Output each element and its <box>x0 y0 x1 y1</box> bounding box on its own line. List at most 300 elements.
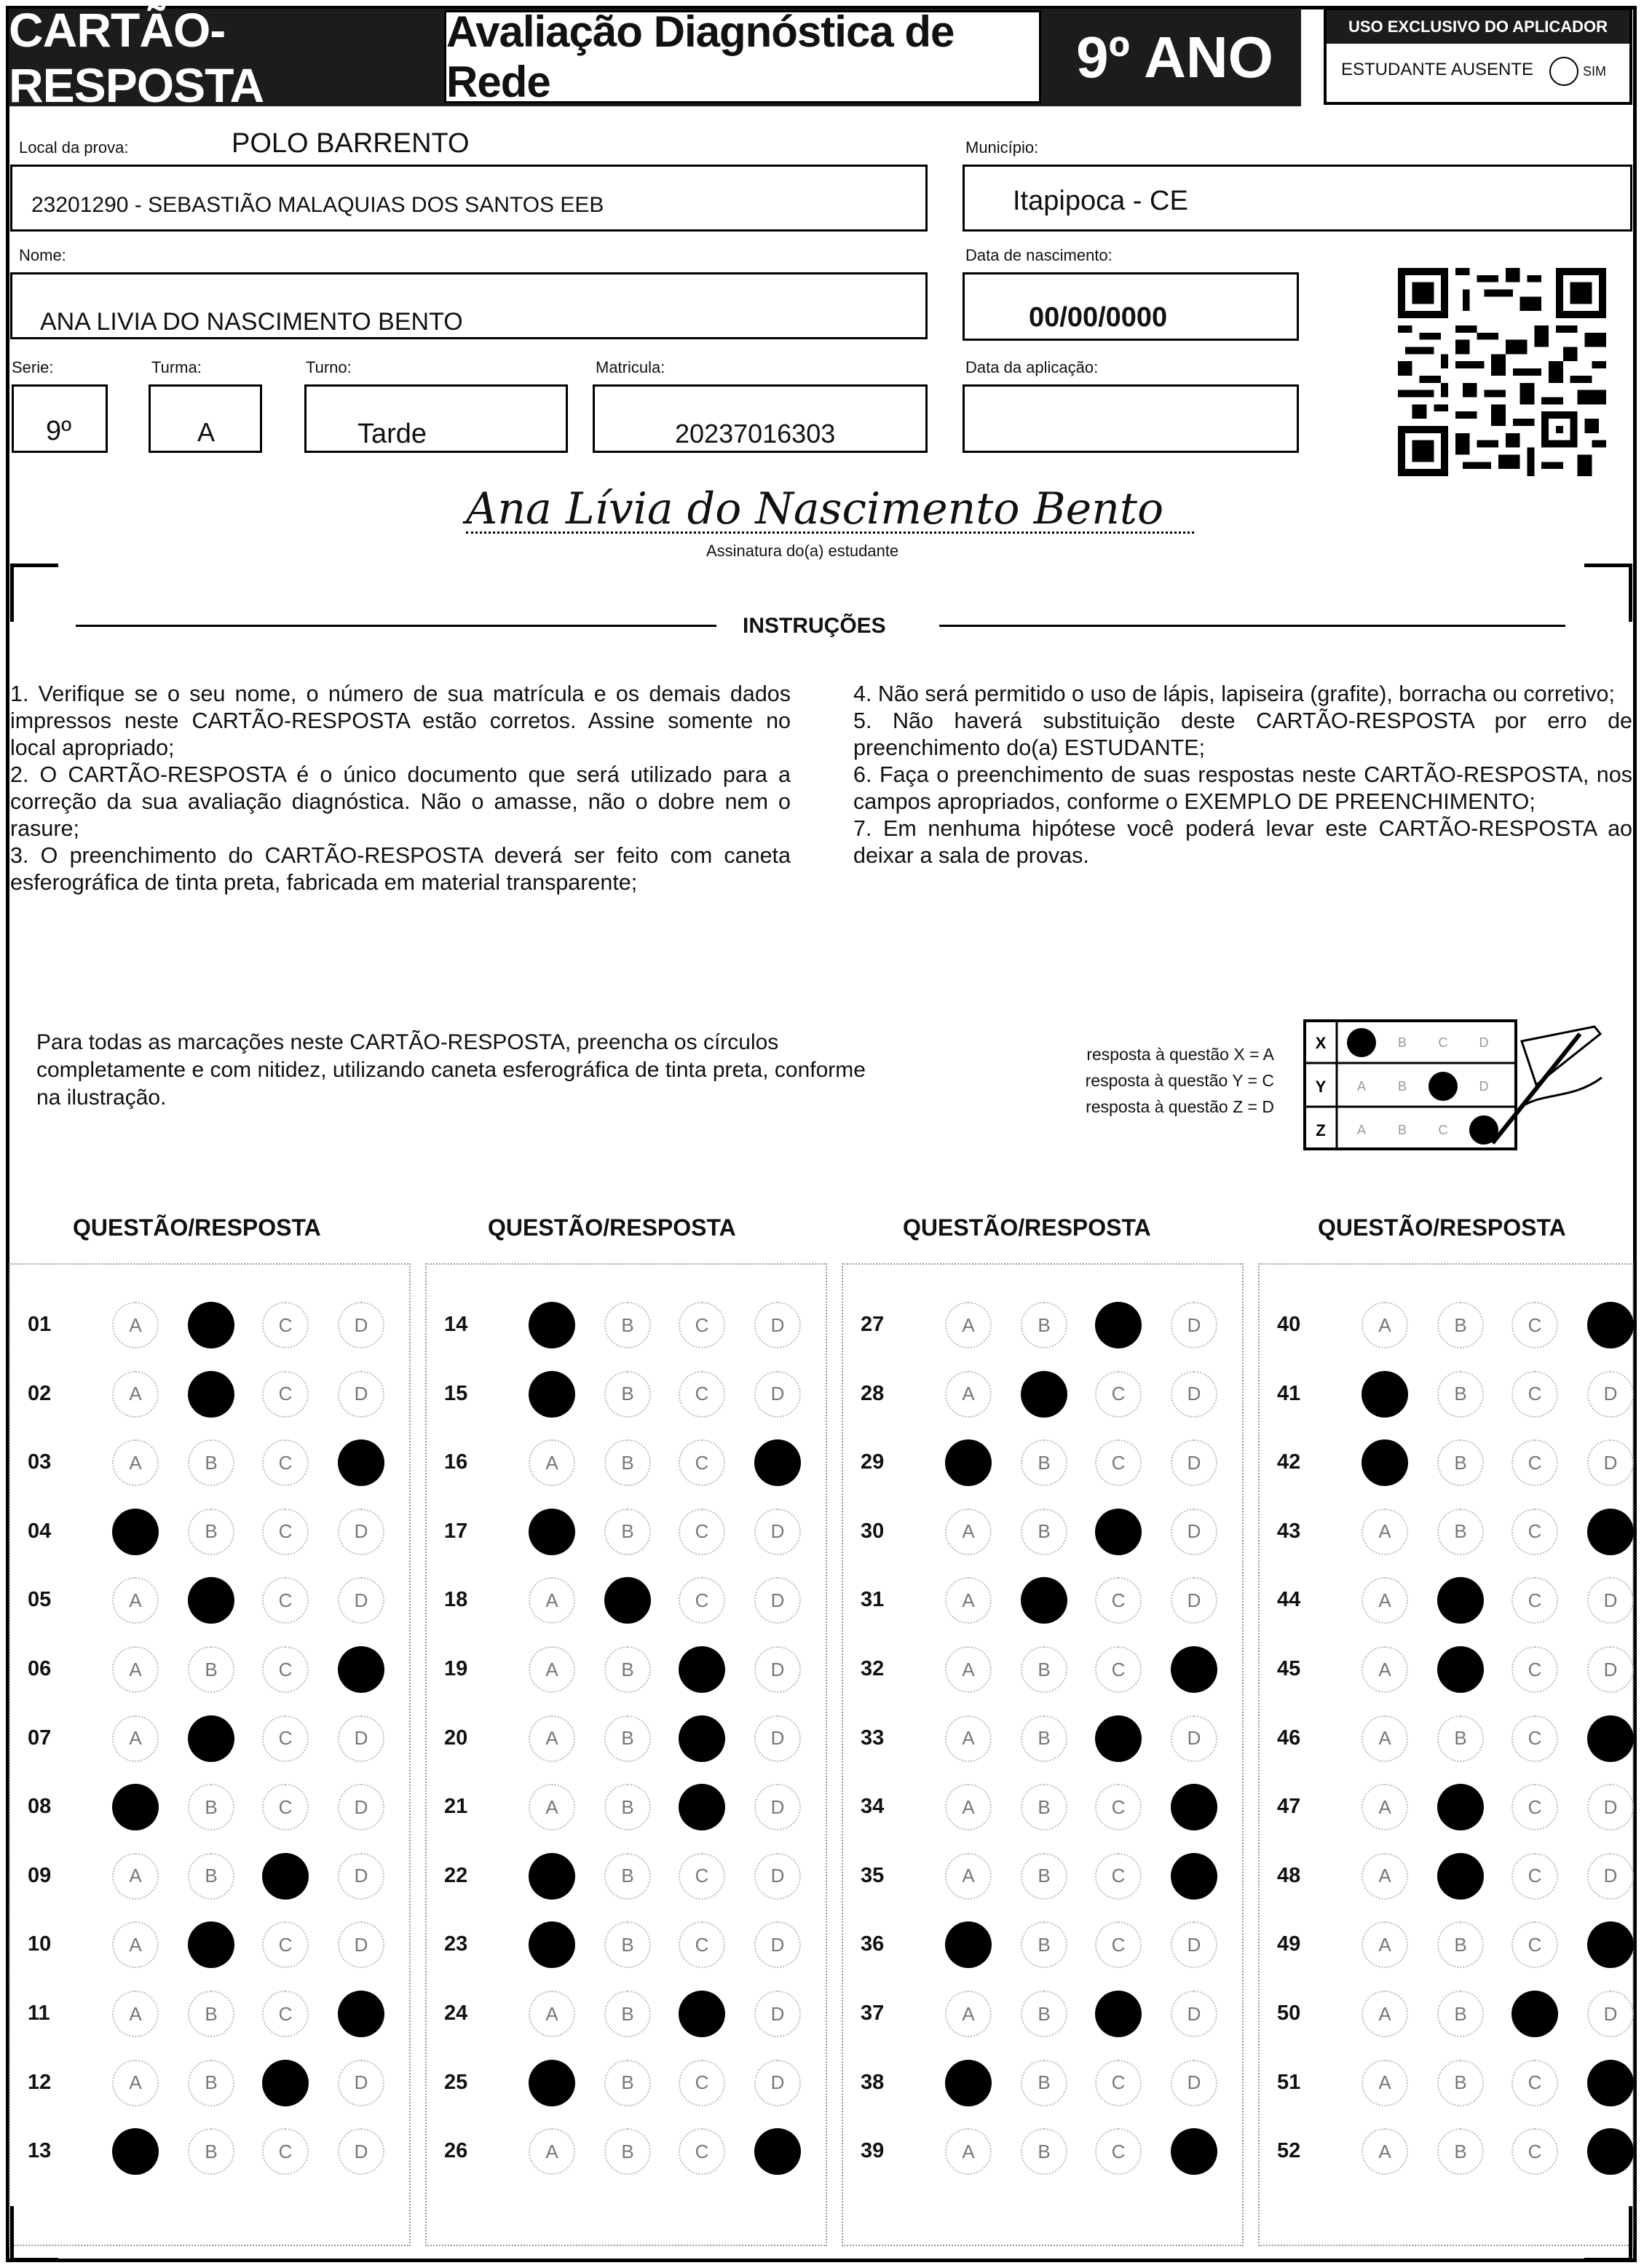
answer-bubble-filled[interactable] <box>1171 1646 1217 1693</box>
answer-bubble[interactable]: C <box>262 1509 309 1555</box>
answer-bubble-filled[interactable] <box>262 1853 309 1900</box>
aplicacao-field <box>963 384 1299 453</box>
answer-bubble[interactable]: B <box>188 1853 234 1900</box>
example-option-label: C <box>1438 1035 1448 1050</box>
answer-bubble[interactable]: C <box>1095 2128 1142 2175</box>
answer-bubble-filled[interactable] <box>679 1991 725 2037</box>
grade-label: 9º ANO <box>1076 25 1273 90</box>
answer-bubble[interactable]: A <box>1362 1577 1408 1624</box>
answer-bubble[interactable]: B <box>1021 1784 1067 1830</box>
answer-bubble[interactable]: D <box>1171 1991 1217 2037</box>
answer-bubble-filled[interactable] <box>188 1371 234 1418</box>
answer-bubble[interactable]: D <box>754 1302 801 1348</box>
answer-bubble[interactable]: C <box>1511 1439 1558 1486</box>
answer-bubble[interactable]: C <box>1511 1853 1558 1900</box>
question-number: 13 <box>28 2139 52 2163</box>
answer-row <box>1271 2130 1644 2173</box>
example-row-x-label: X <box>1315 1034 1327 1052</box>
applicator-box-title: USO EXCLUSIVO DO APLICADOR <box>1327 10 1629 44</box>
answer-bubble[interactable]: C <box>1511 1371 1558 1418</box>
answer-row <box>438 1510 817 1554</box>
answer-bubble[interactable]: C <box>1095 1921 1142 1968</box>
answer-bubble[interactable]: A <box>112 1715 159 1762</box>
matricula-value: 20237016303 <box>675 419 836 449</box>
answer-bubble[interactable]: A <box>112 1302 159 1348</box>
answer-bubble[interactable]: C <box>1511 2128 1558 2175</box>
example-line-x: resposta à questão X = A <box>1086 1045 1274 1064</box>
answer-bubble-filled[interactable] <box>1095 1509 1142 1555</box>
answer-bubble-filled[interactable] <box>754 2128 801 2175</box>
answer-bubble[interactable]: A <box>1362 1991 1408 2037</box>
answer-bubble-filled[interactable] <box>1437 1646 1484 1693</box>
answer-row <box>1271 1578 1644 1622</box>
example-option-label: B <box>1397 1123 1407 1137</box>
answer-bubble-filled[interactable] <box>1587 1921 1634 1968</box>
answer-bubble[interactable]: D <box>754 1577 801 1624</box>
answer-bubble-filled[interactable] <box>1021 1577 1067 1624</box>
answer-bubble[interactable]: C <box>1095 1853 1142 1900</box>
question-number: 50 <box>1277 2002 1301 2025</box>
answer-bubble[interactable]: A <box>1362 1715 1408 1762</box>
answer-row <box>22 1717 400 1761</box>
answer-bubble-filled[interactable] <box>112 1784 159 1830</box>
answer-bubble-filled[interactable] <box>188 1302 234 1348</box>
answer-bubble-filled[interactable] <box>1587 1302 1634 1348</box>
answer-bubble[interactable]: D <box>754 1646 801 1693</box>
example-line-z: resposta à questão Z = D <box>1086 1097 1274 1116</box>
answer-bubble[interactable]: B <box>1021 1302 1067 1348</box>
answer-bubble[interactable]: B <box>1437 2128 1484 2175</box>
answer-bubble[interactable]: B <box>604 1715 651 1762</box>
question-number: 36 <box>861 1932 885 1956</box>
answer-bubble[interactable]: C <box>262 1439 309 1486</box>
answer-bubble[interactable]: C <box>262 1715 309 1762</box>
instruction-5: 5. Não haverá substituição deste CARTÃO-RESPOSTA por erro de preenchimento do(a) ESTUDANTE; <box>853 708 1632 760</box>
answer-row <box>22 1510 400 1554</box>
answer-bubble[interactable]: A <box>529 1784 575 1830</box>
answer-bubble[interactable]: A <box>1362 2060 1408 2106</box>
answer-bubble[interactable]: D <box>1587 1646 1634 1693</box>
answer-bubble[interactable]: B <box>604 1302 651 1348</box>
answer-bubble-filled[interactable] <box>604 1577 651 1624</box>
question-number: 04 <box>28 1519 52 1543</box>
answer-bubble[interactable]: C <box>679 1371 725 1418</box>
question-number: 10 <box>28 1932 52 1956</box>
turno-value: Tarde <box>357 419 427 449</box>
answer-bubble[interactable]: C <box>262 2128 309 2175</box>
answer-bubble[interactable]: B <box>1437 1371 1484 1418</box>
answer-row <box>855 1441 1233 1485</box>
answer-bubble[interactable]: C <box>679 1921 725 1968</box>
answer-bubble[interactable]: B <box>1021 1439 1067 1486</box>
fill-instructions: Para todas as marcações neste CARTÃO-RESPOSTA, preencha os círculos completamente e com nitidez, utilizando caneta esferográfica de tinta preta, conforme na ilustração. <box>36 1030 866 1110</box>
answer-bubble[interactable]: D <box>1587 1991 1634 2037</box>
answer-bubble-filled[interactable] <box>112 1509 159 1555</box>
card-subtitle: Avaliação Diagnóstica de Rede <box>444 10 1041 103</box>
answer-bubble-filled[interactable] <box>1095 1991 1142 2037</box>
answer-bubble-filled[interactable] <box>945 2060 992 2106</box>
answer-bubble-filled[interactable] <box>338 1991 384 2037</box>
answer-bubble[interactable]: D <box>1587 1577 1634 1624</box>
answer-bubble[interactable]: C <box>679 1577 725 1624</box>
question-number: 07 <box>28 1726 52 1750</box>
answer-bubble[interactable]: D <box>754 1509 801 1555</box>
answer-bubble[interactable]: C <box>262 1302 309 1348</box>
answer-bubble[interactable]: A <box>112 1646 159 1693</box>
answer-bubble[interactable]: B <box>1437 1439 1484 1486</box>
answer-bubble[interactable]: B <box>604 1921 651 1968</box>
question-number: 11 <box>28 2002 50 2025</box>
answer-bubble[interactable]: C <box>679 2060 725 2106</box>
answer-bubble[interactable]: C <box>1095 1646 1142 1693</box>
answer-bubble[interactable]: D <box>1171 1509 1217 1555</box>
answer-bubble-filled[interactable] <box>1171 2128 1217 2175</box>
answer-bubble[interactable]: D <box>754 1991 801 2037</box>
answer-bubble[interactable]: A <box>1362 1302 1408 1348</box>
answer-bubble-filled[interactable] <box>529 1921 575 1968</box>
example-option-label: D <box>1479 1079 1489 1094</box>
answer-row <box>855 1303 1233 1347</box>
answer-bubble[interactable]: A <box>529 1439 575 1486</box>
answer-bubble-filled[interactable] <box>945 1921 992 1968</box>
answer-bubble[interactable]: C <box>679 1302 725 1348</box>
answer-bubble[interactable]: B <box>604 1509 651 1555</box>
answer-bubble-filled[interactable] <box>754 1439 801 1486</box>
qr-code-icon <box>1398 256 1606 488</box>
answer-bubble[interactable]: C <box>262 1646 309 1693</box>
answer-bubble[interactable]: B <box>1021 1991 1067 2037</box>
answer-bubble-filled[interactable] <box>188 1577 234 1624</box>
answer-bubble[interactable]: A <box>945 2128 992 2175</box>
question-number: 30 <box>861 1519 885 1543</box>
answer-bubble[interactable]: B <box>604 2128 651 2175</box>
answer-bubble[interactable]: C <box>1095 1371 1142 1418</box>
answer-bubble[interactable]: A <box>945 1302 992 1348</box>
answer-bubble-filled[interactable] <box>679 1646 725 1693</box>
question-number: 03 <box>28 1450 52 1474</box>
answer-bubble[interactable]: B <box>604 1991 651 2037</box>
answer-bubble[interactable]: D <box>338 1784 384 1830</box>
answer-bubble[interactable]: C <box>1095 1439 1142 1486</box>
question-number: 16 <box>444 1450 468 1474</box>
answer-bubble[interactable]: A <box>112 1921 159 1968</box>
fill-example-illustration <box>1303 1019 1609 1165</box>
answer-bubble-filled[interactable] <box>262 2060 309 2106</box>
answer-bubble[interactable]: C <box>1511 2060 1558 2106</box>
answer-bubble[interactable]: C <box>262 1577 309 1624</box>
question-number: 46 <box>1277 1726 1301 1750</box>
answer-bubble[interactable]: D <box>1171 1302 1217 1348</box>
answer-bubble[interactable]: A <box>945 1371 992 1418</box>
answer-bubble[interactable]: B <box>604 1646 651 1693</box>
question-number: 18 <box>444 1588 468 1612</box>
question-number: 31 <box>861 1588 885 1612</box>
answer-bubble[interactable]: B <box>188 1646 234 1693</box>
answer-bubble[interactable]: C <box>679 1853 725 1900</box>
answer-bubble[interactable]: B <box>188 1991 234 2037</box>
answer-bubble-filled[interactable] <box>1511 1991 1558 2037</box>
question-number: 42 <box>1277 1450 1301 1474</box>
answer-bubble-filled[interactable] <box>679 1715 725 1762</box>
question-number: 40 <box>1277 1313 1301 1336</box>
answer-bubble[interactable]: A <box>1362 1509 1408 1555</box>
answer-bubble-filled[interactable] <box>1437 1784 1484 1830</box>
answer-row <box>22 1441 400 1485</box>
answer-bubble-filled[interactable] <box>529 1509 575 1555</box>
answer-bubble[interactable]: B <box>1437 1715 1484 1762</box>
answer-row <box>1271 1717 1644 1761</box>
answer-bubble[interactable]: C <box>1095 2060 1142 2106</box>
question-number: 23 <box>444 1932 468 1956</box>
answer-bubble[interactable]: D <box>338 2128 384 2175</box>
answer-bubble[interactable]: B <box>604 1439 651 1486</box>
answer-bubble[interactable]: C <box>679 1509 725 1555</box>
answer-bubble[interactable]: A <box>529 1715 575 1762</box>
answer-bubble[interactable]: A <box>529 1991 575 2037</box>
answer-bubble[interactable]: C <box>1511 1509 1558 1555</box>
answer-bubble[interactable]: C <box>1095 1577 1142 1624</box>
answer-bubble-filled[interactable] <box>1587 1715 1634 1762</box>
answer-bubble-filled[interactable] <box>1437 1577 1484 1624</box>
answer-bubble[interactable]: D <box>338 1371 384 1418</box>
answer-row <box>1271 1854 1644 1898</box>
answer-bubble[interactable]: C <box>1511 1577 1558 1624</box>
answer-bubble[interactable]: B <box>1437 1302 1484 1348</box>
answer-bubble[interactable]: B <box>1437 2060 1484 2106</box>
answer-bubble[interactable]: D <box>1171 1371 1217 1418</box>
example-legend <box>1034 1041 1274 1120</box>
answer-bubble[interactable]: A <box>1362 1646 1408 1693</box>
answer-bubble[interactable]: A <box>1362 2128 1408 2175</box>
answer-bubble[interactable]: C <box>1511 1784 1558 1830</box>
answer-bubble[interactable]: B <box>188 1439 234 1486</box>
answer-bubble[interactable]: B <box>1021 2128 1067 2175</box>
example-option-label: B <box>1397 1079 1407 1094</box>
answer-bubble[interactable]: D <box>1171 1439 1217 1486</box>
question-number: 08 <box>28 1795 52 1819</box>
answer-bubble[interactable]: D <box>338 1853 384 1900</box>
answer-bubble-filled[interactable] <box>338 1646 384 1693</box>
answer-bubble[interactable]: B <box>1021 1921 1067 1968</box>
question-number: 32 <box>861 1657 885 1680</box>
answer-bubble[interactable]: A <box>112 1991 159 2037</box>
answer-bubble[interactable]: A <box>112 1577 159 1624</box>
answer-bubble[interactable]: A <box>529 1646 575 1693</box>
answer-bubble[interactable]: C <box>1511 1302 1558 1348</box>
answer-row <box>855 1648 1233 1691</box>
answer-bubble[interactable]: D <box>338 1921 384 1968</box>
answer-bubble[interactable]: A <box>112 1853 159 1900</box>
answer-row <box>855 1372 1233 1416</box>
answer-bubble-filled[interactable] <box>1171 1853 1217 1900</box>
answer-bubble[interactable]: D <box>1171 1577 1217 1624</box>
answer-bubble-filled[interactable] <box>1437 1853 1484 1900</box>
example-option-label: C <box>1438 1123 1448 1137</box>
answer-bubble[interactable]: B <box>1437 1509 1484 1555</box>
signature-line <box>466 532 1194 534</box>
column-title-2: QUESTÃO/RESPOSTA <box>488 1214 736 1241</box>
answer-bubble[interactable]: A <box>945 1715 992 1762</box>
answer-bubble-filled[interactable] <box>188 1715 234 1762</box>
answer-bubble-filled[interactable] <box>1587 1509 1634 1555</box>
answer-bubble-filled[interactable] <box>1587 2060 1634 2106</box>
answer-bubble-filled[interactable] <box>1021 1371 1067 1418</box>
answer-bubble[interactable]: C <box>1511 1646 1558 1693</box>
answer-bubble[interactable]: B <box>188 2060 234 2106</box>
answer-bubble[interactable]: A <box>1362 1921 1408 1968</box>
answer-row <box>1271 1992 1644 2036</box>
answer-bubble[interactable]: D <box>754 1784 801 1830</box>
serie-label: Serie: <box>12 358 54 376</box>
answer-bubble[interactable]: B <box>604 1853 651 1900</box>
answer-bubble[interactable]: D <box>1171 1921 1217 1968</box>
answer-bubble[interactable]: D <box>338 1509 384 1555</box>
answer-bubble[interactable]: A <box>112 1371 159 1418</box>
question-number: 37 <box>861 2002 885 2025</box>
answer-bubble[interactable]: B <box>1021 1646 1067 1693</box>
answer-bubble-filled[interactable] <box>529 1371 575 1418</box>
matricula-label: Matricula: <box>596 358 665 376</box>
turma-label: Turma: <box>151 358 202 376</box>
answer-bubble[interactable]: A <box>945 1991 992 2037</box>
answer-bubble[interactable]: D <box>1171 1715 1217 1762</box>
answer-bubble[interactable]: C <box>679 1439 725 1486</box>
answer-bubble-filled[interactable] <box>529 2060 575 2106</box>
answer-bubble[interactable]: B <box>188 2128 234 2175</box>
answer-bubble[interactable]: A <box>529 1577 575 1624</box>
answer-bubble[interactable]: D <box>754 2060 801 2106</box>
answer-row <box>855 1510 1233 1554</box>
answer-bubble[interactable]: A <box>1362 1853 1408 1900</box>
question-number: 29 <box>861 1450 885 1474</box>
answer-bubble[interactable]: C <box>262 1371 309 1418</box>
answer-bubble[interactable]: D <box>754 1371 801 1418</box>
answer-row <box>855 2130 1233 2173</box>
instructions-rule-right <box>939 625 1565 627</box>
answer-bubble[interactable]: D <box>338 2060 384 2106</box>
instruction-1: 1. Verifique se o seu nome, o número de sua matrícula e os demais dados impressos neste CARTÃO-RESPOSTA estão corretos. Assine somente no local apropriado; <box>10 681 791 760</box>
answer-bubble[interactable]: D <box>1171 2060 1217 2106</box>
answer-bubble-filled[interactable] <box>1587 2128 1634 2175</box>
municipio-field <box>963 165 1632 232</box>
answer-bubble[interactable]: B <box>1021 2060 1067 2106</box>
answer-bubble[interactable]: A <box>945 1853 992 1900</box>
answer-bubble-filled[interactable] <box>188 1921 234 1968</box>
answer-bubble[interactable]: B <box>604 1784 651 1830</box>
answer-row <box>22 1923 400 1967</box>
answer-bubble-filled[interactable] <box>112 2128 159 2175</box>
answer-bubble[interactable]: A <box>945 1577 992 1624</box>
question-number: 41 <box>1277 1381 1301 1405</box>
answer-bubble[interactable]: C <box>262 1784 309 1830</box>
applicator-box <box>1324 7 1632 105</box>
answer-bubble[interactable]: B <box>604 2060 651 2106</box>
answer-bubble[interactable]: B <box>188 1509 234 1555</box>
answer-bubble[interactable]: B <box>1437 1991 1484 2037</box>
answer-bubble[interactable]: B <box>1437 1921 1484 1968</box>
answer-bubble[interactable]: A <box>1362 1784 1408 1830</box>
answer-bubble[interactable]: B <box>1021 1509 1067 1555</box>
bracket-top-left <box>10 564 58 622</box>
answer-bubble[interactable]: B <box>1021 1715 1067 1762</box>
answer-row <box>438 1785 817 1829</box>
answer-bubble[interactable]: D <box>338 1715 384 1762</box>
answer-row <box>1271 1303 1644 1347</box>
answer-bubble-filled[interactable] <box>1095 1715 1142 1762</box>
answer-bubble[interactable]: D <box>1587 1439 1634 1486</box>
answer-row <box>1271 1785 1644 1829</box>
answer-bubble[interactable]: B <box>188 1784 234 1830</box>
bracket-top-right <box>1584 564 1632 622</box>
answer-bubble[interactable]: A <box>945 1646 992 1693</box>
instructions-rule-left <box>76 625 716 627</box>
answer-bubble[interactable]: D <box>754 1921 801 1968</box>
answer-bubble[interactable]: D <box>754 1853 801 1900</box>
answer-bubble[interactable]: A <box>529 2128 575 2175</box>
answer-bubble-filled[interactable] <box>945 1439 992 1486</box>
serie-value: 9º <box>46 416 72 446</box>
nascimento-label: Data de nascimento: <box>965 246 1113 264</box>
nome-field <box>10 272 928 339</box>
answer-row <box>1271 1372 1644 1416</box>
serie-field <box>12 384 108 453</box>
answer-bubble[interactable]: A <box>945 1784 992 1830</box>
answer-bubble-filled[interactable] <box>1171 1784 1217 1830</box>
answer-row <box>438 1923 817 1967</box>
answer-bubble-filled[interactable] <box>529 1853 575 1900</box>
question-number: 01 <box>28 1313 52 1336</box>
answer-row <box>1271 1510 1644 1554</box>
answer-bubble[interactable]: C <box>1511 1921 1558 1968</box>
answer-bubble[interactable]: B <box>604 1371 651 1418</box>
answer-bubble[interactable]: A <box>112 1439 159 1486</box>
answer-bubble[interactable]: D <box>338 1302 384 1348</box>
turno-label: Turno: <box>306 358 352 376</box>
answer-bubble[interactable]: D <box>1587 1371 1634 1418</box>
local-label: Local da prova: <box>19 138 129 157</box>
answer-bubble-filled[interactable] <box>1362 1439 1408 1486</box>
absent-bubble[interactable] <box>1549 57 1578 86</box>
answer-bubble[interactable]: C <box>1095 1784 1142 1830</box>
example-row-z-label: Z <box>1316 1121 1326 1139</box>
instruction-3: 3. O preenchimento do CARTÃO-RESPOSTA deverá ser feito com caneta esferográfica de tinta preta, fabricada em material transparente; <box>10 843 791 895</box>
answer-bubble-filled[interactable] <box>529 1302 575 1348</box>
answer-bubble[interactable]: D <box>754 1715 801 1762</box>
answer-bubble-filled[interactable] <box>1095 1302 1142 1348</box>
column-title-1: QUESTÃO/RESPOSTA <box>73 1214 321 1241</box>
example-option-label: B <box>1397 1035 1407 1050</box>
question-number: 49 <box>1277 1932 1301 1956</box>
answer-row <box>438 1648 817 1691</box>
answer-bubble[interactable]: B <box>1021 1853 1067 1900</box>
answer-row <box>1271 2061 1644 2105</box>
answer-bubble[interactable]: D <box>338 1577 384 1624</box>
answer-row <box>855 1854 1233 1898</box>
answer-bubble[interactable]: C <box>1511 1715 1558 1762</box>
answer-bubble[interactable]: D <box>1587 1784 1634 1830</box>
answer-bubble-filled[interactable] <box>1362 1371 1408 1418</box>
answer-bubble-filled[interactable] <box>679 1784 725 1830</box>
answer-bubble[interactable]: C <box>262 1991 309 2037</box>
answer-bubble[interactable]: D <box>1587 1853 1634 1900</box>
answer-bubble-filled[interactable] <box>338 1439 384 1486</box>
answer-bubble[interactable]: C <box>262 1921 309 1968</box>
question-number: 45 <box>1277 1657 1301 1680</box>
question-number: 38 <box>861 2070 885 2094</box>
answer-bubble[interactable]: A <box>112 2060 159 2106</box>
answer-bubble[interactable]: C <box>679 2128 725 2175</box>
answer-bubble[interactable]: A <box>945 1509 992 1555</box>
